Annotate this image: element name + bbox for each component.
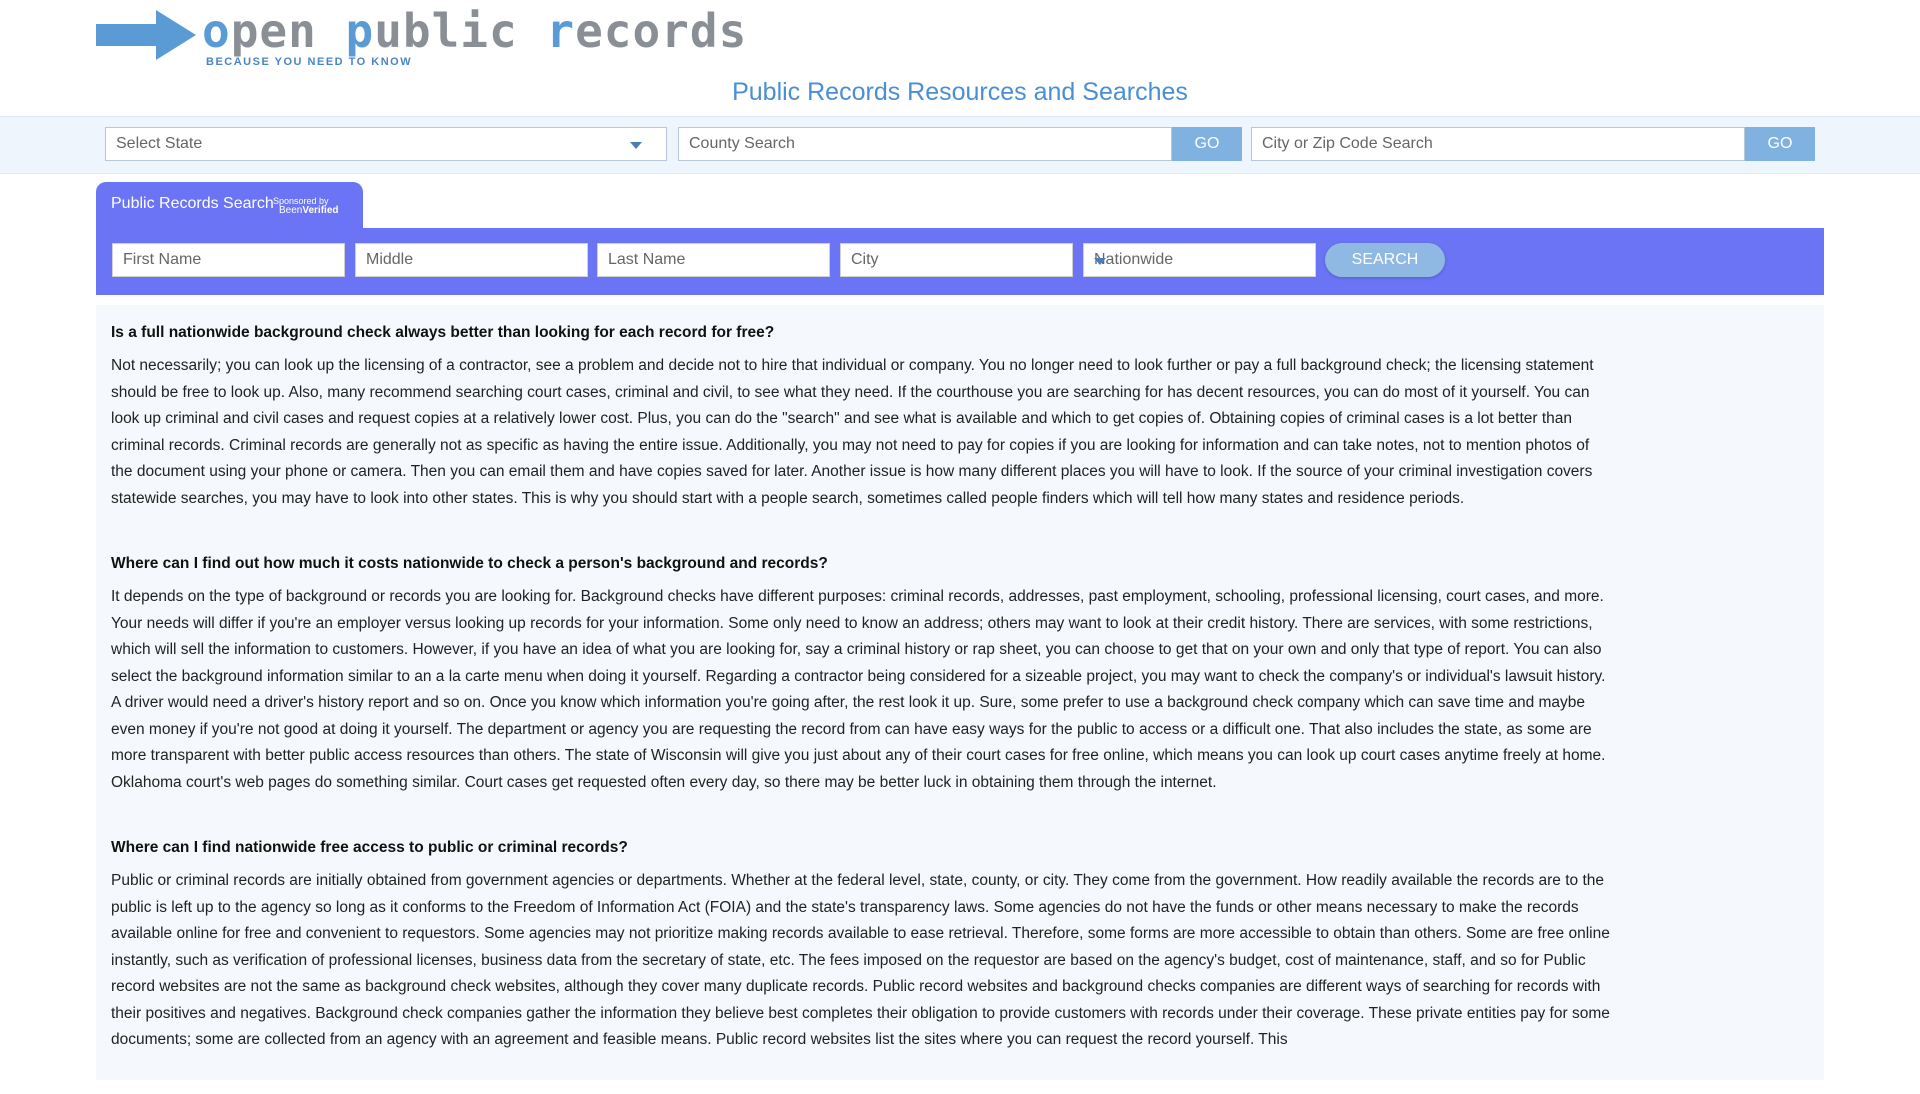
faq-content: [96, 305, 1824, 1080]
logo-text: [202, 4, 748, 68]
location-search-bar: [0, 116, 1920, 174]
faq-answer: Not necessarily; you can look up the licensing of a contractor, see a problem and decide not to hire that individual or company. You no longer need to look further or pay a full background check; the licensing statement should be free to look up. Also, many recommend searching court cases, criminal and civil, to see what they need. If the courthouse you are searching for has decent resources, you can do most of it yourself. You can look up criminal and civil cases and request copies at a relatively lower cost. Plus, you can do the "search" and see what is available and which to get copies of. Obtaining copies of criminal cases is a lot better than criminal records. Criminal records are generally not as specific as having the entire issue. Additionally, you may not need to pay for copies if you are looking for information and can take notes, not to mention photos of the document using your phone or camera. Then you can email them and have copies saved for later. Another issue is how many different places you will have to look. If the source of your criminal investigation covers statewide searches, you may have to look into other states. This is why you should start with a people search, sometimes called people finders which will tell how many states and residence periods.: [111, 357, 1594, 507]
county-search-input[interactable]: [678, 127, 1172, 161]
faq-answer: Public or criminal records are initially obtained from government agencies or departments. Whether at the federal level, state, county, or city. They come from the government. How readily available the records are to the public is left up to the agency so long as it conforms to the Freedom of Information Act (FOIA) and the state's transparency laws. Some agencies do not have the funds or other means necessary to make the records available online for free and convenient to requestors. Some agencies may not prioritize making records available to ease retrieval. Therefore, some forms are more accessible to obtain than others. Some are free online instantly, such as verification of professional licenses, business data from the secretary of state, etc. The fees imposed on the requestor are based on the agency's budget, cost of maintenance, staff, and so for Public record websites are not the same as background check websites, although they cover many duplicate records. Public record websites and background checks companies are different ways of searching for records with their positives and negatives. Background check companies gather the information they believe best completes their obligation to provide customers with records under their coverage. These private entities pay for some documents; some are collected from an agency with an agreement and feasible means. Public record websites list the sites where you can request the record yourself. This: [111, 872, 1610, 1048]
faq-item: [111, 321, 1611, 512]
faq-question: Is a full nationwide background check always better than looking for each record for free?: [111, 324, 775, 341]
state-select[interactable]: [105, 127, 667, 161]
first-name-input[interactable]: [112, 243, 345, 277]
county-search-group: [678, 127, 1242, 161]
logo-tagline: BECAUSE YOU NEED TO KNOW: [206, 56, 413, 68]
first-name-placeholder: First Name: [123, 251, 202, 268]
last-name-placeholder: Last Name: [608, 251, 686, 268]
faq-item: [111, 552, 1611, 796]
site-logo[interactable]: [96, 4, 748, 68]
sponsor-name-bold: Verified: [302, 205, 339, 216]
city-placeholder: City: [851, 251, 879, 268]
middle-name-input[interactable]: [355, 243, 588, 277]
sponsor-name: [279, 206, 339, 216]
chevron-down-icon: [1094, 258, 1106, 265]
site-header: [0, 0, 1920, 112]
nationwide-select-value: Nationwide: [1094, 251, 1174, 268]
logo-word-ecords: ecords: [575, 4, 748, 58]
middle-name-placeholder: Middle: [366, 251, 414, 268]
city-zip-search-input[interactable]: [1251, 127, 1745, 161]
faq-item: [111, 836, 1611, 1054]
people-search-button[interactable]: SEARCH: [1325, 243, 1445, 277]
logo-word-ublic: ublic: [374, 4, 518, 58]
chevron-down-icon: [630, 142, 642, 149]
logo-letter-r: r: [546, 4, 576, 58]
state-select-value: Select State: [116, 135, 203, 152]
tab-public-records-search[interactable]: [96, 182, 363, 228]
logo-wordmark: [202, 4, 748, 58]
people-search-form: [96, 228, 1824, 295]
county-search-placeholder: County Search: [689, 135, 795, 152]
faq-question: Where can I find nationwide free access to public or criminal records?: [111, 839, 628, 856]
city-go-button[interactable]: GO: [1745, 127, 1815, 161]
sponsor-badge: [273, 196, 339, 216]
sponsor-name-prefix: Been: [279, 205, 303, 216]
nationwide-state-select[interactable]: [1083, 243, 1316, 277]
faq-answer: It depends on the type of background or records you are looking for. Background checks have different purposes: criminal records, addresses, past employment, schooling, professional licensing, court cases, and more. Your needs will differ if you're an employer versus looking up records for your information. Some only need to know an address; others may want to look at their credit history. There are services, with some restrictions, which will sell the information to customers. However, if you have an idea of what you are looking for, say a criminal history or rap sheet, you can choose to get that on your own and only that type of report. You can also select the background information similar to an a la carte menu when doing it yourself. Regarding a contractor being considered for a sizeable project, you may want to check the company's or individual's lawsuit history. A driver would need a driver's history report and so on. Once you know which information you're going after, the rest look it up. Sure, some prefer to use a background check company which can save time and maybe even money if you're not good at doing it yourself. The department or agency you are requesting the record from can have easy ways for the public to access or a difficult one. That also includes the state, as some are more transparent with better public access resources than others. The state of Wisconsin will give you just about any of their court cases for free online, which means you can look up court cases anytime freely at home. Oklahoma court's web pages do something similar. Court cases get requested often every day, so there may be better luck in obtaining them through the internet.: [111, 588, 1606, 791]
tab-label: Public Records Search: [111, 195, 274, 212]
logo-word-pen: pen: [230, 4, 317, 58]
logo-letter-o: o: [202, 4, 231, 58]
last-name-input[interactable]: [597, 243, 830, 277]
logo-letter-p: p: [345, 4, 375, 58]
faq-list: [111, 321, 1611, 1094]
arrow-logo-icon: [96, 10, 196, 60]
sponsored-by-text: Sponsored by: [273, 196, 329, 206]
page-title: Public Records Resources and Searches: [732, 78, 1188, 106]
faq-question: Where can I find out how much it costs nationwide to check a person's background and records?: [111, 555, 828, 572]
city-zip-search-placeholder: City or Zip Code Search: [1262, 135, 1433, 152]
county-go-button[interactable]: GO: [1172, 127, 1242, 161]
city-search-group: [1251, 127, 1815, 161]
city-input[interactable]: [840, 243, 1073, 277]
